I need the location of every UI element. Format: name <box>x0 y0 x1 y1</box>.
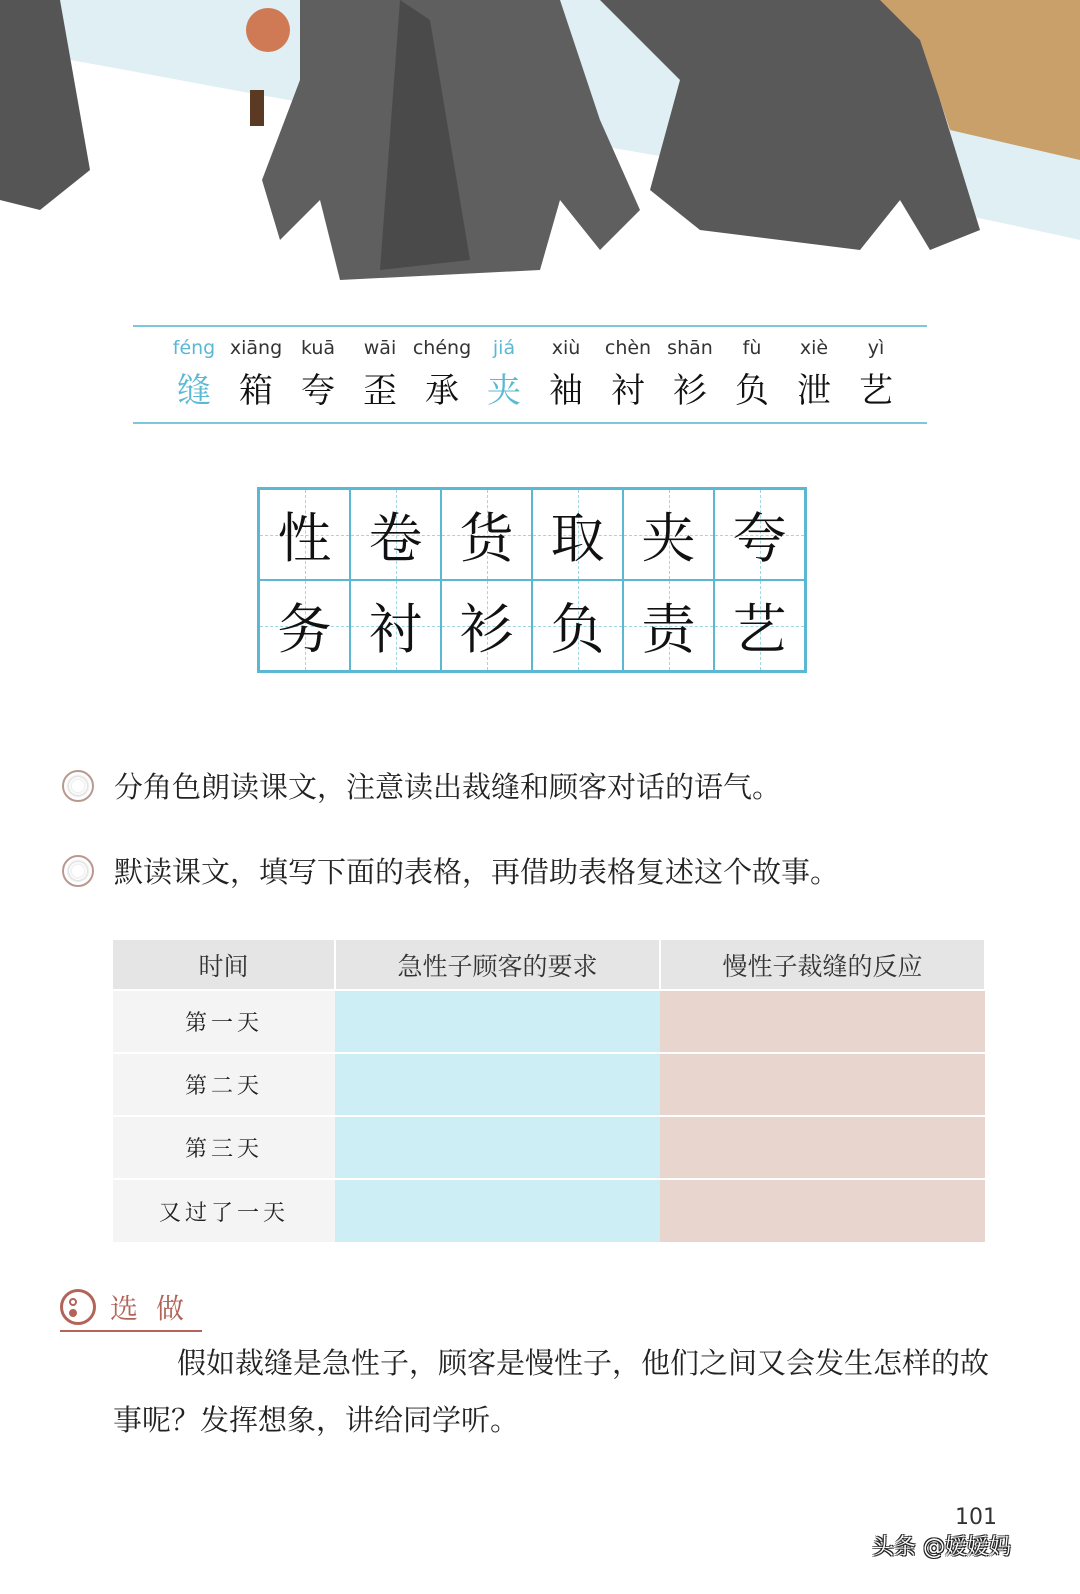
grid-cell <box>623 489 714 580</box>
character: 缝 <box>177 371 211 411</box>
grid-cell <box>532 580 623 671</box>
table-row: 第一天 <box>113 990 985 1053</box>
new-word <box>349 337 411 412</box>
jackets-illustration <box>0 0 1080 300</box>
fill-cell[interactable] <box>660 1179 985 1242</box>
new-word <box>287 337 349 412</box>
story-table <box>113 940 986 1242</box>
optional-text: 假如裁缝是急性子，顾客是慢性子，他们之间又会发生怎样的故事呢？发挥想象，讲给同学听。 <box>113 1346 990 1437</box>
new-word <box>845 337 907 412</box>
grid-cell <box>350 580 441 671</box>
new-word <box>163 337 225 412</box>
writing-char: 取 <box>550 507 605 570</box>
pinyin: shān <box>667 337 713 359</box>
new-word <box>411 337 473 412</box>
pinyin: xiè <box>799 337 829 359</box>
exercise-icon <box>62 855 94 887</box>
new-word <box>535 337 597 412</box>
character: 歪 <box>363 371 397 411</box>
new-word <box>597 337 659 412</box>
writing-char: 负 <box>550 598 605 661</box>
character: 衫 <box>673 371 707 411</box>
character: 夹 <box>487 371 521 411</box>
pinyin: wāi <box>363 337 397 359</box>
fill-cell[interactable] <box>660 990 985 1053</box>
optional-icon <box>60 1289 96 1325</box>
grid-cell <box>714 580 805 671</box>
character: 衬 <box>611 371 645 411</box>
writing-char: 衬 <box>368 598 423 661</box>
fill-cell[interactable] <box>335 1053 660 1116</box>
table-row: 第三天 <box>113 1116 985 1179</box>
character: 负 <box>735 371 769 411</box>
new-words-pinyin-box <box>133 325 927 424</box>
grid-cell <box>350 489 441 580</box>
header-tailor: 慢性子裁缝的反应 <box>660 940 985 990</box>
watermark: 头条 @嫒嫒妈 <box>872 1535 1011 1560</box>
grid-cell <box>441 580 532 671</box>
character: 泄 <box>797 371 831 411</box>
page-number: 101 <box>955 1505 997 1530</box>
new-word <box>473 337 535 412</box>
writing-char: 货 <box>459 507 514 570</box>
header-customer: 急性子顾客的要求 <box>335 940 660 990</box>
pinyin: yì <box>867 337 885 359</box>
grid-cell <box>259 489 350 580</box>
grid-cell <box>714 489 805 580</box>
writing-char: 务 <box>277 598 332 661</box>
pinyin: xiāng <box>229 337 283 359</box>
pinyin: fù <box>742 337 762 359</box>
fill-cell[interactable] <box>335 1179 660 1242</box>
grid-cell <box>441 489 532 580</box>
grid-cell <box>623 580 714 671</box>
writing-char: 艺 <box>732 598 787 661</box>
writing-character-grid <box>257 487 807 673</box>
pinyin: féng <box>172 337 216 359</box>
pinyin: jiá <box>492 337 516 359</box>
character: 夸 <box>301 371 335 411</box>
fill-cell[interactable] <box>660 1053 985 1116</box>
table-row: 第二天 <box>113 1053 985 1116</box>
task-1: 分角色朗读课文，注意读出裁缝和顾客对话的语气。 <box>62 765 781 806</box>
fill-cell[interactable] <box>660 1116 985 1179</box>
fill-cell[interactable] <box>335 990 660 1053</box>
grid-cell <box>259 580 350 671</box>
optional-heading: 选做 <box>60 1287 202 1332</box>
writing-char: 卷 <box>368 507 423 570</box>
pinyin: kuā <box>300 337 336 359</box>
pinyin: chèn <box>604 337 652 359</box>
writing-char: 性 <box>277 507 332 570</box>
writing-char: 夸 <box>732 507 787 570</box>
grid-cell <box>532 489 623 580</box>
pinyin: xiù <box>551 337 581 359</box>
character: 袖 <box>549 371 583 411</box>
writing-char: 衫 <box>459 598 514 661</box>
fill-cell[interactable] <box>335 1116 660 1179</box>
pinyin: chéng <box>412 337 472 359</box>
new-word <box>225 337 287 412</box>
character: 箱 <box>239 371 273 411</box>
exercise-icon <box>62 770 94 802</box>
new-word <box>721 337 783 412</box>
table-row: 又过了一天 <box>113 1179 985 1242</box>
new-word <box>659 337 721 412</box>
character: 艺 <box>859 371 893 411</box>
writing-char: 责 <box>641 598 696 661</box>
writing-char: 夹 <box>641 507 696 570</box>
task-2: 默读课文，填写下面的表格，再借助表格复述这个故事。 <box>62 850 839 891</box>
character: 承 <box>425 371 459 411</box>
header-time: 时间 <box>113 940 335 990</box>
new-word <box>783 337 845 412</box>
